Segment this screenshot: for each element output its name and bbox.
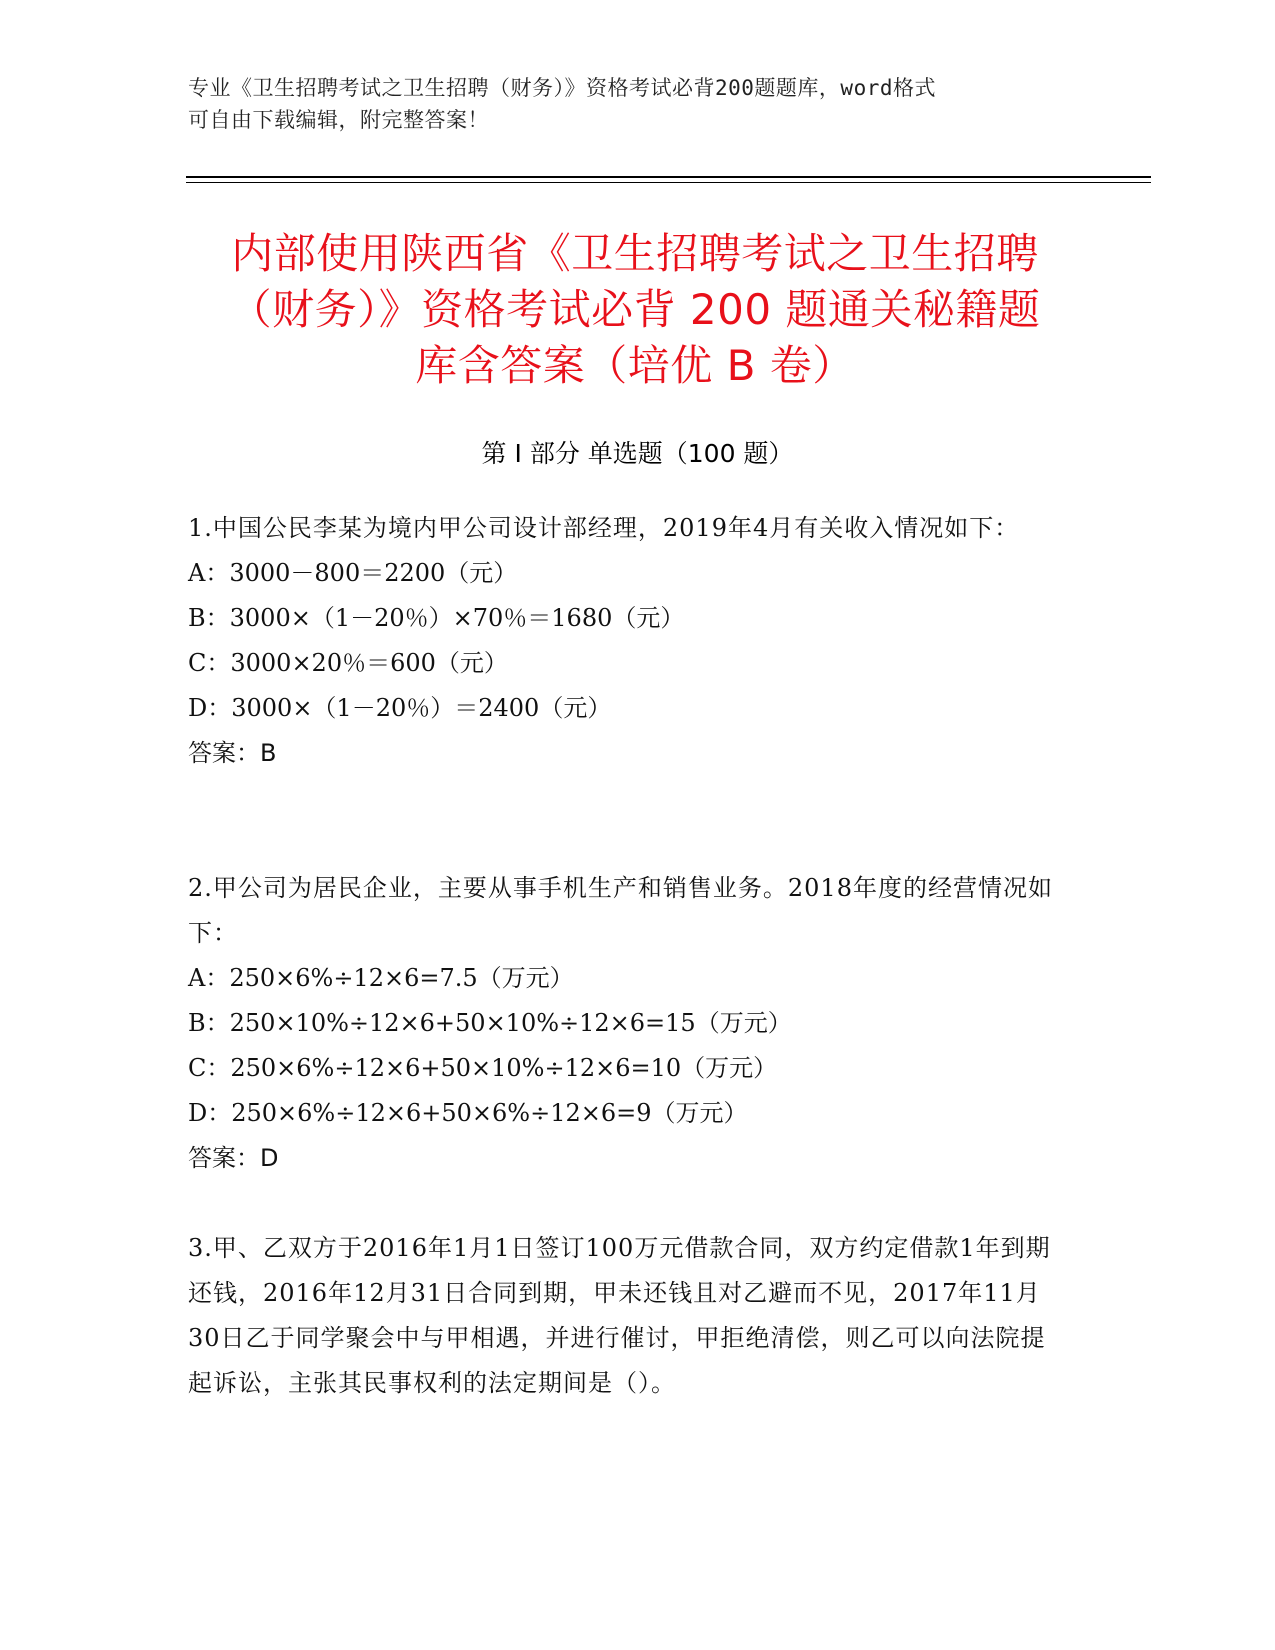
question-stem: 3.甲、乙双方于2016年1月1日签订100万元借款合同，双方约定借款1年到期还钱，2016年12月31日合同到期，甲未还钱且对乙避而不见，2017年11月30日乙于同学聚会中与甲相遇，并进行催讨，甲拒绝清偿，则乙可以向法院提起诉讼，主张其民事权利的法定期间是（）。 [188, 1234, 1051, 1397]
header-divider-thick [186, 176, 1151, 178]
option-c: C：3000×20％＝600（元） [188, 649, 508, 677]
option-d: D：3000×（1－20％）＝2400（元） [188, 694, 612, 722]
option-a: A：3000－800＝2200（元） [188, 559, 518, 587]
header-divider-thin [186, 182, 1151, 183]
header-note-line-1: 专业《卫生招聘考试之卫生招聘（财务）》资格考试必背200题题库，word格式 [188, 76, 936, 100]
question-stem: 2.甲公司为居民企业，主要从事手机生产和销售业务。2018年度的经营情况如下： [188, 874, 1053, 947]
section-heading: 第 I 部分 单选题（100 题） [481, 439, 794, 468]
document-title-line-1: 内部使用陕西省《卫生招聘考试之卫生招聘 [231, 229, 1039, 278]
question-3 [188, 1226, 1068, 1406]
document-title [160, 226, 1110, 394]
option-a: A：250×6%÷12×6=7.5（万元） [188, 964, 574, 992]
question-stem: 1.中国公民李某为境内甲公司设计部经理，2019年4月有关收入情况如下： [188, 514, 1020, 542]
question-1 [188, 506, 1068, 776]
header-note [188, 72, 1068, 136]
answer-label: 答案：D [188, 1144, 279, 1172]
option-c: C：250×6%÷12×6+50×10%÷12×6=10（万元） [188, 1054, 778, 1082]
option-b: B：3000×（1－20％）×70％＝1680（元） [188, 604, 685, 632]
document-title-line-3: 库含答案（培优 B 卷） [415, 341, 855, 390]
document-title-line-2: （财务）》资格考试必背 200 题通关秘籍题 [229, 285, 1041, 334]
header-note-line-2: 可自由下载编辑，附完整答案！ [188, 108, 489, 132]
answer-label: 答案：B [188, 739, 277, 767]
question-2 [188, 866, 1068, 1181]
option-d: D：250×6%÷12×6+50×6%÷12×6=9（万元） [188, 1099, 748, 1127]
option-b: B：250×10%÷12×6+50×10%÷12×6=15（万元） [188, 1009, 792, 1037]
